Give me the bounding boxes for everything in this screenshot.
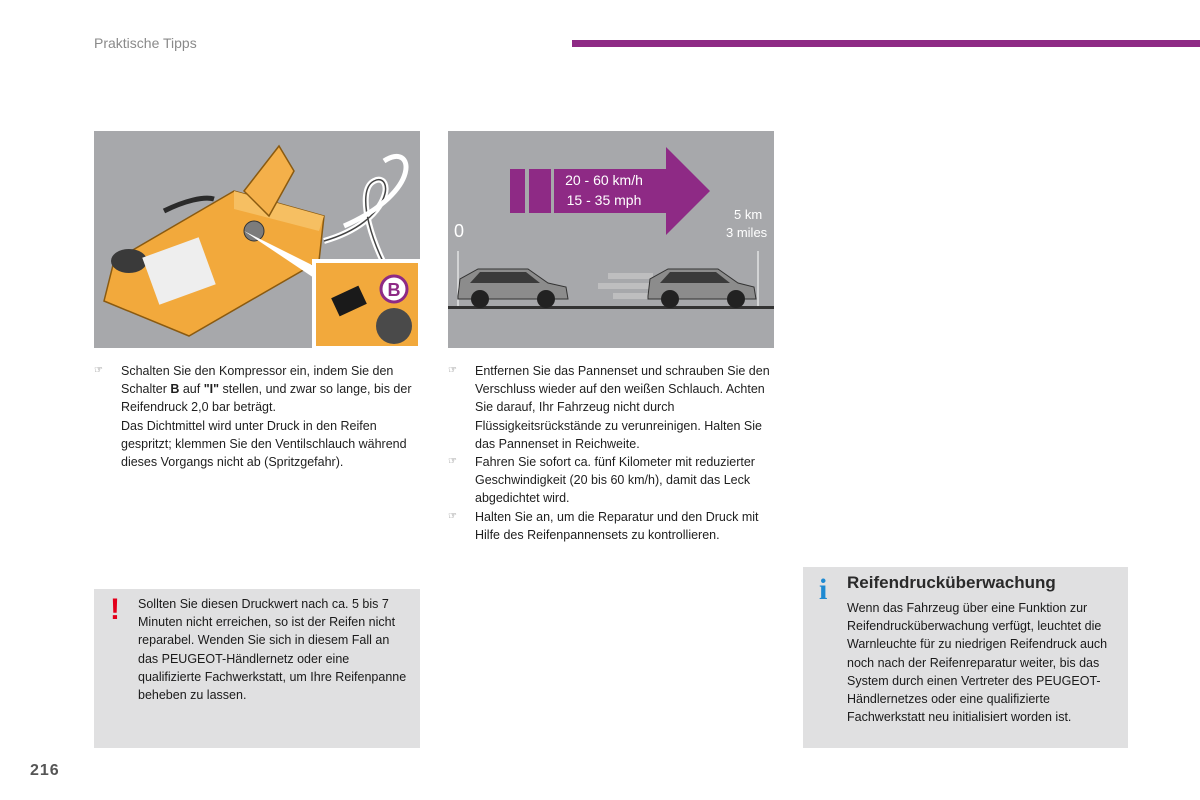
pointing-hand-icon: ☞: [448, 456, 457, 468]
header-accent-bar: [572, 40, 1200, 47]
pointing-hand-icon: ☞: [448, 510, 457, 522]
distance-km: 5 km: [734, 207, 763, 222]
list-item: ☞ Schalten Sie den Kompressor ein, indem Sie den Schalter B auf "I" stellen, und zwar so lange, bis der Reifendruck 2,0 bar beträgt. Das Dichtmittel wird unter Druck in den Reifen gespritzt; klemmen Sie den Ventilschlauch während dieses Vorgangs nicht ab (Spritzgefahr).: [94, 362, 424, 471]
warning-text: Sollten Sie diesen Druckwert nach ca. 5 bis 7 Minuten nicht erreichen, so ist der Reifen nicht reparabel. Wenden Sie sich in diesem Fall an das PEUGEOT-Händlernetz oder eine qualifizierte Fachwerkstatt, um Ihre Reifenpanne beheben zu lassen.: [138, 597, 407, 703]
distance-miles: 3 miles: [726, 225, 768, 240]
page-number: 216: [30, 762, 60, 779]
pointing-hand-icon: ☞: [448, 365, 457, 376]
info-title: Reifendrucküberwachung: [847, 573, 1056, 592]
info-text: Wenn das Fahrzeug über eine Funktion zur Reifendrucküberwachung verfügt, leuchtet die Warnleuchte für zu niedrigen Reifendruck auch noch nach der Reifenreparatur weiter, bis das System durch einen Vertreter des PEUGEOT-Händlernetzes oder eine qualifizierte Fachwerkstatt neu initialisiert worden ist.: [847, 601, 1108, 725]
list-item: ☞ Fahren Sie sofort ca. fünf Kilometer mit reduzierter Geschwindigkeit (20 bis 60 km/h), damit das Leck abgedichtet wird.: [448, 455, 755, 506]
paragraph: Das Dichtmittel wird unter Druck in den Reifen gespritzt; klemmen Sie den Ventilschlauch während dieses Vorgangs nicht ab (Spritzgefahr).: [121, 418, 407, 470]
driving-illustration: [448, 131, 774, 348]
left-column: [94, 362, 424, 471]
switch-label: B: [387, 280, 401, 300]
section-title: Praktische Tipps: [94, 35, 197, 51]
pointing-hand-icon: ☞: [94, 365, 103, 376]
list-item: ☞ Entfernen Sie das Pannenset und schrauben Sie den Verschluss wieder auf den weißen Schlauch. Achten Sie darauf, Ihr Fahrzeug nicht durch Flüssigkeitsrückstände zu verunreinigen. Halten Sie das Pannenset in Reichweite.: [448, 364, 770, 451]
speed-kmh: 20 - 60 km/h: [565, 172, 643, 188]
list-item: ☞ Halten Sie an, um die Reparatur und den Druck mit Hilfe des Reifenpannensets zu kontrollieren.: [448, 509, 759, 542]
warning-icon: !: [110, 593, 120, 626]
speed-mph: 15 - 35 mph: [566, 192, 642, 208]
warning-box: [94, 589, 420, 748]
compressor-illustration: [94, 131, 420, 348]
distance-start: 0: [454, 221, 465, 241]
info-box: [803, 567, 1128, 748]
right-column: [448, 362, 778, 544]
info-icon: i: [819, 573, 828, 606]
